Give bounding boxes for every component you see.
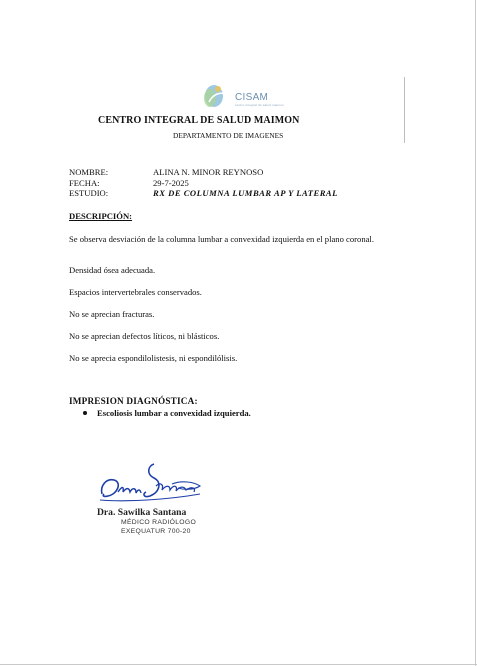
bullet-icon <box>83 411 87 415</box>
description-paragraph: Se observa desviación de la columna lumbar a convexidad izquierda en el plano coronal. <box>69 234 374 244</box>
impression-item-text: Escoliosis lumbar a convexidad izquierda. <box>97 408 251 418</box>
description-paragraph: No se aprecian fracturas. <box>69 309 155 319</box>
patient-name-value: ALINA N. MINOR REYNOSO <box>153 167 264 177</box>
description-paragraph: Espacios intervertebrales conservados. <box>69 287 202 297</box>
date-value: 29-7-2025 <box>153 178 189 188</box>
date-label: FECHA: <box>69 178 100 188</box>
description-paragraph: No se aprecian defectos líticos, ni blásticos. <box>69 331 220 341</box>
study-label: ESTUDIO: <box>69 188 109 198</box>
signature-exequatur: EXEQUATUR 700-20 <box>121 528 191 535</box>
center-name: CENTRO INTEGRAL DE SALUD MAIMON <box>98 115 300 126</box>
signature-title: MÉDICO RADIÓLOGO <box>121 519 197 526</box>
impression-heading: IMPRESION DIAGNÓSTICA: <box>69 396 198 406</box>
impression-item <box>82 408 251 418</box>
department-name: DEPARTAMENTO DE IMAGENES <box>173 131 284 140</box>
handwritten-signature-icon <box>96 456 206 508</box>
description-paragraph: No se aprecia espondilolistesis, ni espondilólisis. <box>69 353 238 363</box>
description-paragraph: Densidad ósea adecuada. <box>69 265 156 275</box>
study-value: RX DE COLUMNA LUMBAR AP Y LATERAL <box>153 188 338 198</box>
impression-list <box>82 408 251 418</box>
header-divider <box>404 77 405 143</box>
page-edge-bottom <box>0 664 477 665</box>
patient-name-label: NOMBRE: <box>69 167 109 177</box>
logo-subtext: centro integral de salud maimon <box>235 103 284 107</box>
signature-name: Dra. Sawilka Santana <box>97 507 187 518</box>
description-heading: DESCRIPCIÓN: <box>69 211 133 221</box>
page-edge-right <box>475 0 476 666</box>
logo-text: CISAM <box>235 92 269 103</box>
